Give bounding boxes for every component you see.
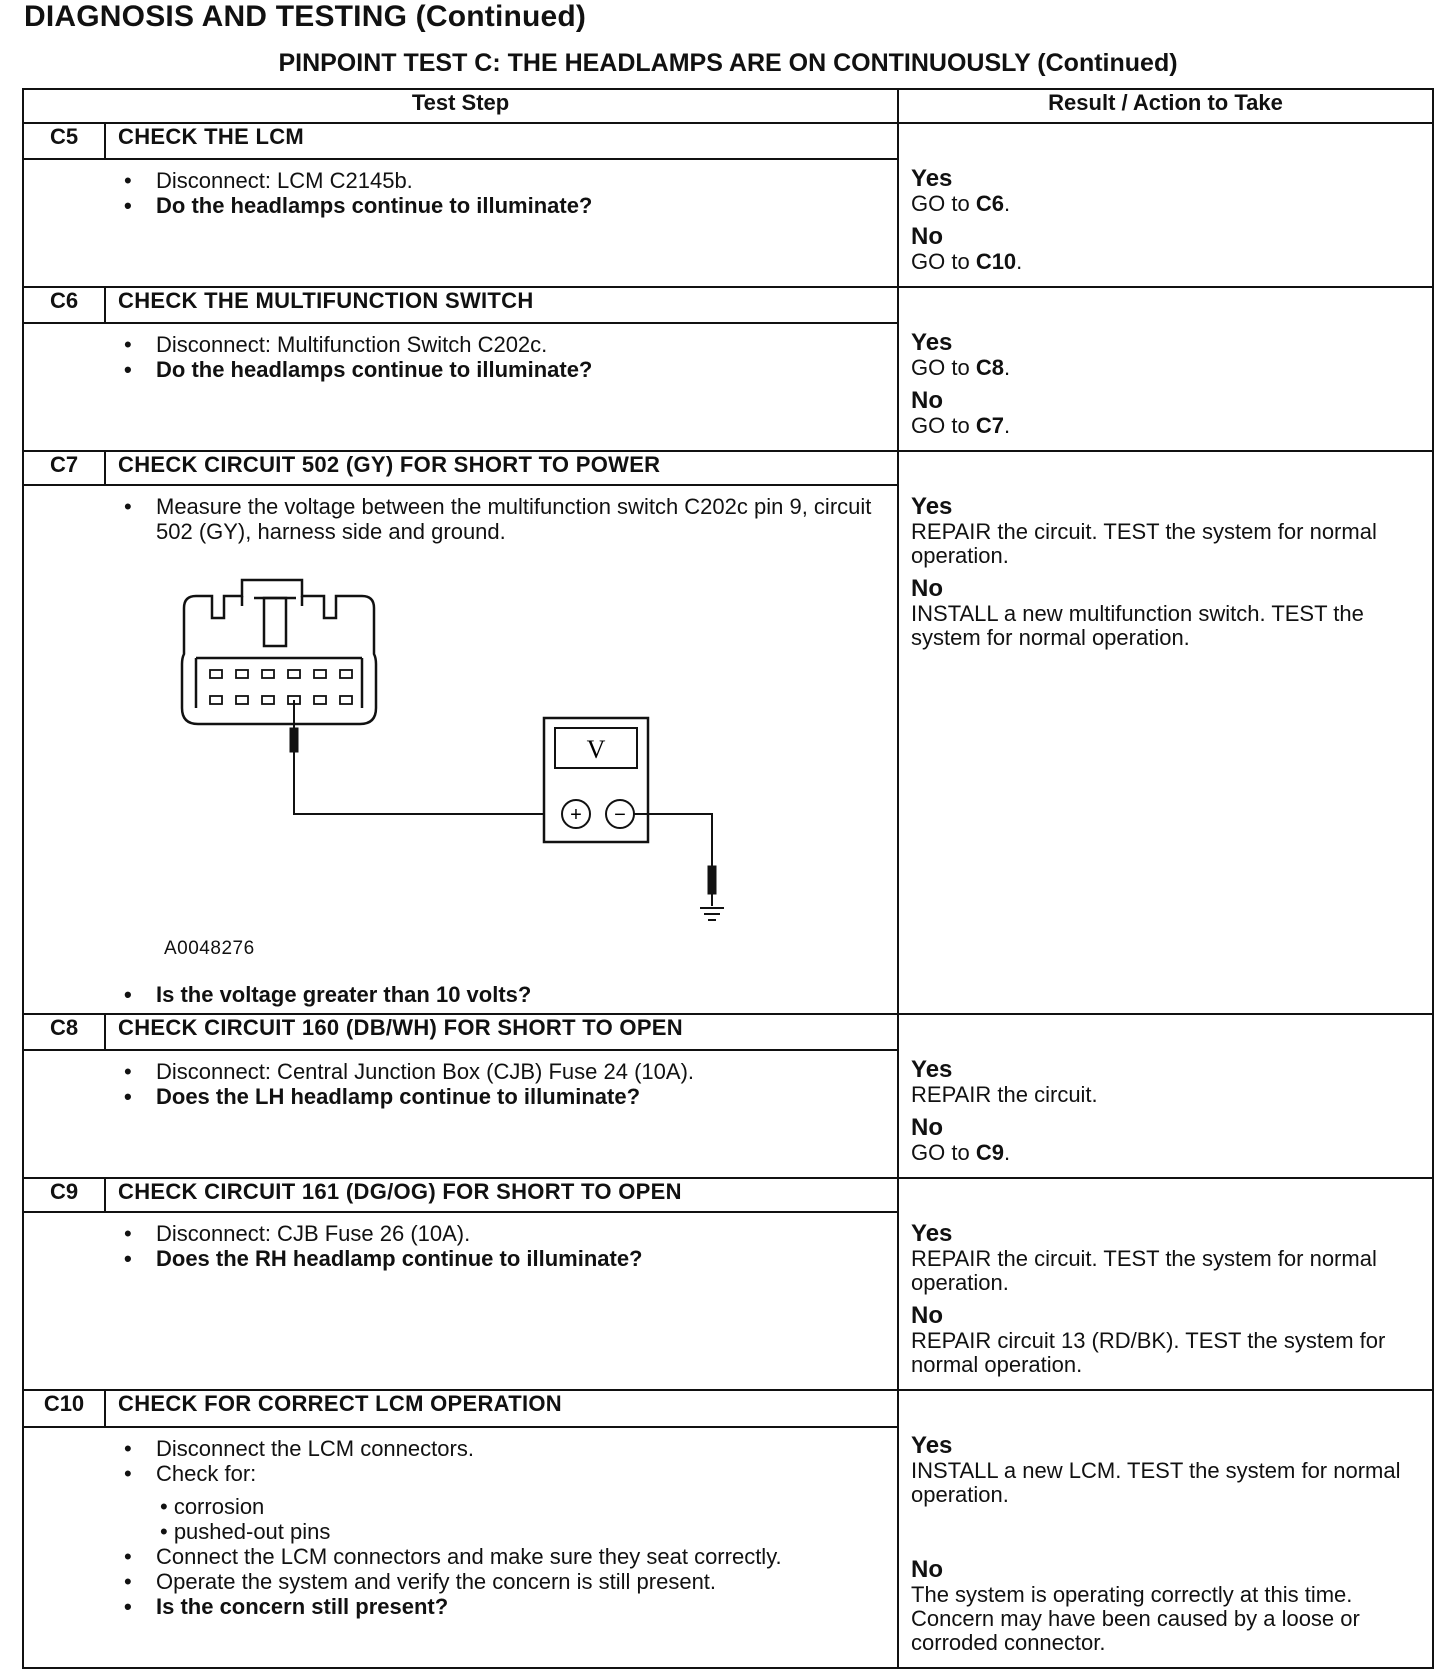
no-label: No xyxy=(911,387,944,414)
no-action: GO to C10. xyxy=(911,249,1023,274)
no-action: The system is operating correctly at this time. Concern may have been caused by a loose or corroded connector. xyxy=(911,1582,1360,1655)
step-question: • Do the headlamps continue to illuminate? xyxy=(124,193,887,218)
goto-ref: C9 xyxy=(975,1140,1004,1165)
check-item: • pushed-out pins xyxy=(160,1518,331,1544)
no-action: INSTALL a new multifunction switch. TEST the system for normal operation. xyxy=(911,601,1364,650)
result-no xyxy=(911,576,1422,650)
step-body xyxy=(23,323,898,451)
yes-label: Yes xyxy=(911,1432,953,1459)
page-heading: DIAGNOSIS AND TESTING (Continued) xyxy=(24,0,587,33)
step-body xyxy=(23,1050,898,1178)
step-title-row xyxy=(23,1390,1433,1427)
step-title: CHECK THE MULTIFUNCTION SWITCH xyxy=(105,287,898,323)
check-item: • corrosion xyxy=(160,1493,265,1519)
step-body xyxy=(23,1212,898,1390)
result-no xyxy=(911,1303,1422,1377)
result-yes xyxy=(911,1221,1422,1295)
figure-id: A0048276 xyxy=(164,938,255,959)
step-instruction: • Measure the voltage between the multifunction switch C202c pin 9, circuit 502 (GY), harness side and ground. xyxy=(124,494,887,544)
no-action: GO to C9. xyxy=(911,1140,1011,1165)
table-header-row xyxy=(23,89,1433,123)
goto-ref: C6 xyxy=(975,191,1004,216)
yes-action: GO to C6. xyxy=(911,191,1011,216)
step-question: • Is the concern still present? xyxy=(124,1594,887,1619)
yes-action: INSTALL a new LCM. TEST the system for normal operation. xyxy=(911,1458,1401,1507)
step-body xyxy=(23,485,898,1014)
result-cell xyxy=(898,123,1433,287)
result-cell xyxy=(898,1178,1433,1390)
step-id: C9 xyxy=(23,1178,105,1212)
pinpoint-test-title: PINPOINT TEST C: THE HEADLAMPS ARE ON CONTINUOUSLY (Continued) xyxy=(278,49,1178,77)
step-title-row xyxy=(23,1014,1433,1050)
result-yes xyxy=(911,330,1422,380)
step-instruction: • Disconnect: CJB Fuse 26 (10A). xyxy=(124,1221,887,1246)
connector-voltmeter-svg xyxy=(114,558,834,958)
result-cell xyxy=(898,1390,1433,1668)
step-title: CHECK THE LCM xyxy=(105,123,898,159)
result-no xyxy=(911,388,1422,438)
step-question: • Does the LH headlamp continue to illuminate? xyxy=(124,1084,887,1109)
result-yes xyxy=(911,166,1422,216)
step-instruction: • Disconnect: LCM C2145b. xyxy=(124,168,887,193)
step-body xyxy=(23,1427,898,1668)
step-instruction: • Connect the LCM connectors and make sure they seat correctly. xyxy=(124,1544,887,1569)
yes-label: Yes xyxy=(911,329,953,356)
voltage-test-diagram xyxy=(114,558,834,978)
check-for-list xyxy=(156,1494,887,1544)
no-action: GO to C7. xyxy=(911,413,1011,438)
result-cell xyxy=(898,287,1433,451)
step-title: CHECK CIRCUIT 502 (GY) FOR SHORT TO POWER xyxy=(105,451,898,485)
step-instruction: • Check for: • corrosion • pushed-out pins xyxy=(124,1461,887,1544)
probe-positive xyxy=(290,700,544,814)
step-title-row xyxy=(23,1178,1433,1212)
voltmeter-label: V xyxy=(586,735,606,764)
no-label: No xyxy=(911,1556,944,1583)
result-action-header: Result / Action to Take xyxy=(898,89,1433,123)
minus-terminal-label: − xyxy=(614,804,626,826)
yes-action: REPAIR the circuit. TEST the system for normal operation. xyxy=(911,1246,1377,1295)
ground-lead xyxy=(634,814,716,906)
no-label: No xyxy=(911,1114,944,1141)
result-no xyxy=(911,224,1422,274)
step-id: C8 xyxy=(23,1014,105,1050)
step-title-row xyxy=(23,451,1433,485)
step-id: C10 xyxy=(23,1390,105,1427)
goto-ref: C7 xyxy=(975,413,1004,438)
no-action: REPAIR circuit 13 (RD/BK). TEST the system for normal operation. xyxy=(911,1328,1386,1377)
yes-action: REPAIR the circuit. TEST the system for normal operation. xyxy=(911,519,1377,568)
step-instruction: • Disconnect the LCM connectors. xyxy=(124,1436,887,1461)
step-instruction: • Disconnect: Multifunction Switch C202c. xyxy=(124,332,887,357)
step-id: C7 xyxy=(23,451,105,485)
step-title: CHECK FOR CORRECT LCM OPERATION xyxy=(105,1390,898,1427)
plus-terminal-label: + xyxy=(570,804,582,826)
yes-label: Yes xyxy=(911,165,953,192)
connector-c202c-icon xyxy=(182,580,376,724)
step-body xyxy=(23,159,898,287)
test-step-header: Test Step xyxy=(23,89,898,123)
step-id: C6 xyxy=(23,287,105,323)
result-yes xyxy=(911,494,1422,568)
goto-ref: C8 xyxy=(975,355,1004,380)
connector-pins xyxy=(210,670,352,704)
no-label: No xyxy=(911,223,944,250)
step-instruction: • Operate the system and verify the concern is still present. xyxy=(124,1569,887,1594)
step-title: CHECK CIRCUIT 160 (DB/WH) FOR SHORT TO OPEN xyxy=(105,1014,898,1050)
step-id: C5 xyxy=(23,123,105,159)
yes-label: Yes xyxy=(911,493,953,520)
result-no xyxy=(911,1115,1422,1165)
ground-icon xyxy=(700,908,724,920)
yes-action: GO to C8. xyxy=(911,355,1011,380)
no-label: No xyxy=(911,1302,944,1329)
goto-ref: C10 xyxy=(975,249,1017,274)
result-cell xyxy=(898,1014,1433,1178)
result-yes xyxy=(911,1057,1422,1107)
yes-action: REPAIR the circuit. xyxy=(911,1082,1098,1107)
result-yes xyxy=(911,1433,1422,1507)
pinpoint-test-table xyxy=(22,88,1434,1669)
step-question: • Do the headlamps continue to illuminate? xyxy=(124,357,887,382)
yes-label: Yes xyxy=(911,1056,953,1083)
step-question: • Does the RH headlamp continue to illuminate? xyxy=(124,1246,887,1271)
step-title-row xyxy=(23,123,1433,159)
step-title-row xyxy=(23,287,1433,323)
step-question: • Is the voltage greater than 10 volts? xyxy=(124,982,887,1007)
result-cell xyxy=(898,451,1433,1014)
step-instruction: • Disconnect: Central Junction Box (CJB) Fuse 24 (10A). xyxy=(124,1059,887,1084)
no-label: No xyxy=(911,575,944,602)
yes-label: Yes xyxy=(911,1220,953,1247)
result-no xyxy=(911,1557,1422,1655)
step-title: CHECK CIRCUIT 161 (DG/OG) FOR SHORT TO OPEN xyxy=(105,1178,898,1212)
